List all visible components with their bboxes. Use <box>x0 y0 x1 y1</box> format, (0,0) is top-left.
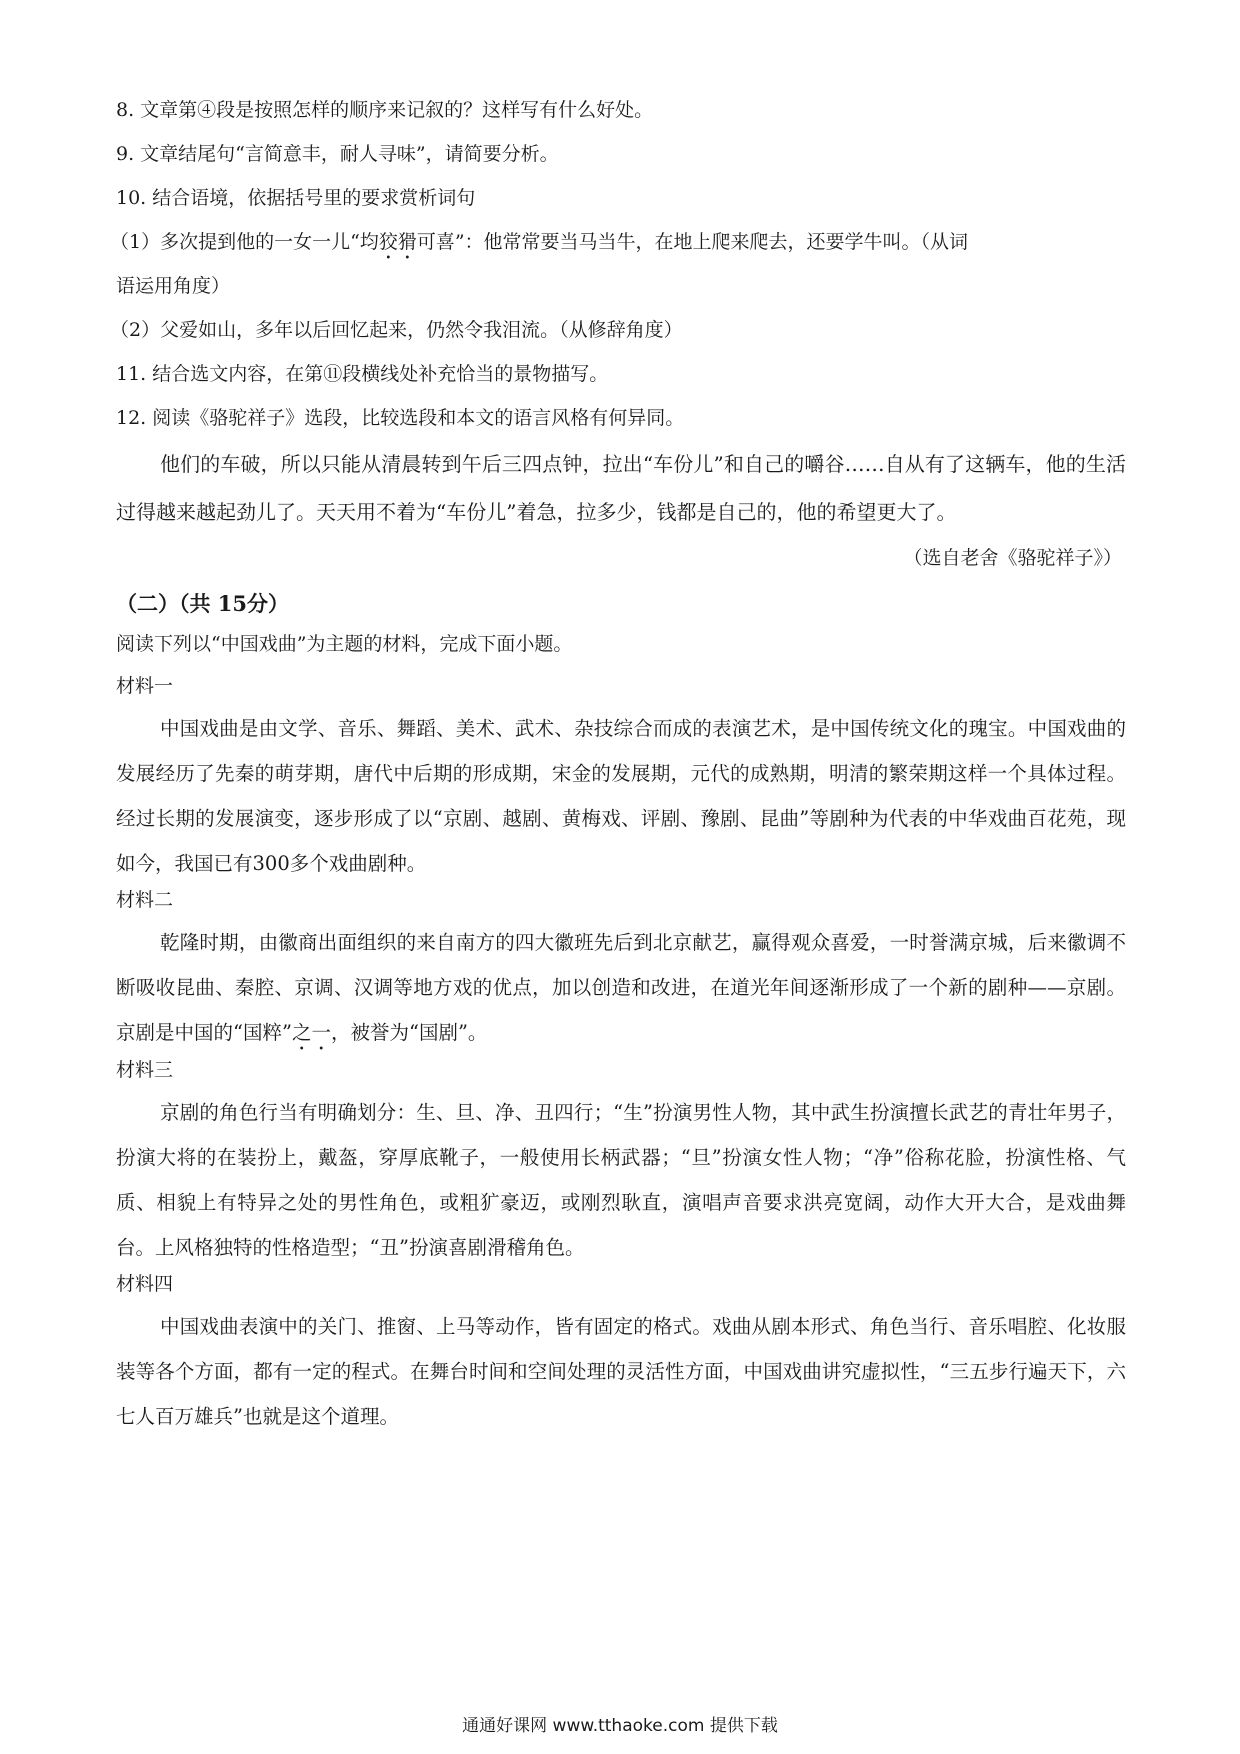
emphasized-word: 之一 <box>291 1021 331 1044</box>
question-10: 10. 结合语境，依据括号里的要求赏析词句 <box>116 187 476 209</box>
material-text: 京剧的角色行当有明确划分：生、旦、净、丑四行；“生”扮演男性人物，其中武生扮演擅长武艺的青壮年男子，扮演大将的在装扮上，戴盔，穿厚底靴子，一般使用长柄武器；“旦”扮演女性人物；“净”俗称花脸，扮演性格、气质、相貌上有特异之处的男性角色，或粗犷豪迈，或刚烈耿直，演唱声音要求洪亮宽阔，动作大开大合，是戏曲舞台。上风格独特的性格造型；“丑”扮演喜剧滑稽角色。 <box>116 1101 1126 1259</box>
material-title: 材料三 <box>116 1059 174 1081</box>
material-title: 材料二 <box>116 889 174 911</box>
emphasized-word: 狡猾 <box>378 231 417 253</box>
novel-excerpt: 他们的车破，所以只能从清晨转到午后三四点钟，拉出“车份儿”和自己的嚼谷……自从有了这辆车，他的生活过得越来越起劲儿了。天天用不着为“车份儿”着急，拉多少，钱都是自己的，他的希望更大了。 <box>116 452 1126 524</box>
footer-watermark: 通通好课网 www.tthaoke.com 提供下载 <box>462 1716 778 1736</box>
material-text: 乾隆时期，由徽商出面组织的来自南方的四大徽班先后到北京献艺，赢得观众喜爱，一时誉满京城，后来徽调不断吸收昆曲、秦腔、京调、汉调等地方戏的优点，加以创造和改进，在道光年间逐渐形成了一个新的剧种——京剧。京剧是中国的“国粹”之一，被誉为“国剧”。 <box>116 931 1126 1044</box>
material-text: 中国戏曲是由文学、音乐、舞蹈、美术、武术、杂技综合而成的表演艺术，是中国传统文化的瑰宝。中国戏曲的发展经历了先秦的萌芽期，唐代中后期的形成期，宋金的发展期，元代的成熟期，明清的繁荣期这样一个具体过程。经过长期的发展演变，逐步形成了以“京剧、越剧、黄梅戏、评剧、豫剧、昆曲”等剧种为代表的中华戏曲百花苑，现如今，我国已有300多个戏曲剧种。 <box>116 717 1126 875</box>
question-11: 11. 结合选文内容，在第⑪段横线处补充恰当的景物描写。 <box>116 363 609 385</box>
question-10-part-1: （1）多次提到他的一女一儿“均狡猾可喜”：他常常要当马当牛，在地上爬来爬去，还要学牛叫。（从词 <box>110 231 969 253</box>
material-title: 材料一 <box>116 675 174 697</box>
question-12: 12. 阅读《骆驼祥子》选段，比较选段和本文的语言风格有何异同。 <box>116 407 685 429</box>
question-10-part-1-continued: 语运用角度） <box>116 275 231 297</box>
question-9: 9. 文章结尾句“言简意丰，耐人寻味”，请简要分析。 <box>116 143 559 165</box>
question-10-part-2: （2）父爱如山，多年以后回忆起来，仍然令我泪流。（从修辞角度） <box>110 319 683 341</box>
section-intro: 阅读下列以“中国戏曲”为主题的材料，完成下面小题。 <box>116 633 573 655</box>
material-text: 中国戏曲表演中的关门、推窗、上马等动作，皆有固定的格式。戏曲从剧本形式、角色当行、音乐唱腔、化妆服装等各个方面，都有一定的程式。在舞台时间和空间处理的灵活性方面，中国戏曲讲究虚拟性，“三五步行遍天下，六七人百万雄兵”也就是这个道理。 <box>116 1315 1126 1428</box>
section-heading: （二）（共 15分） <box>116 591 290 616</box>
excerpt-source: （选自老舍《骆驼祥子》） <box>903 547 1122 569</box>
question-8: 8. 文章第④段是按照怎样的顺序来记叙的？这样写有什么好处。 <box>116 99 654 121</box>
material-title: 材料四 <box>116 1273 174 1295</box>
